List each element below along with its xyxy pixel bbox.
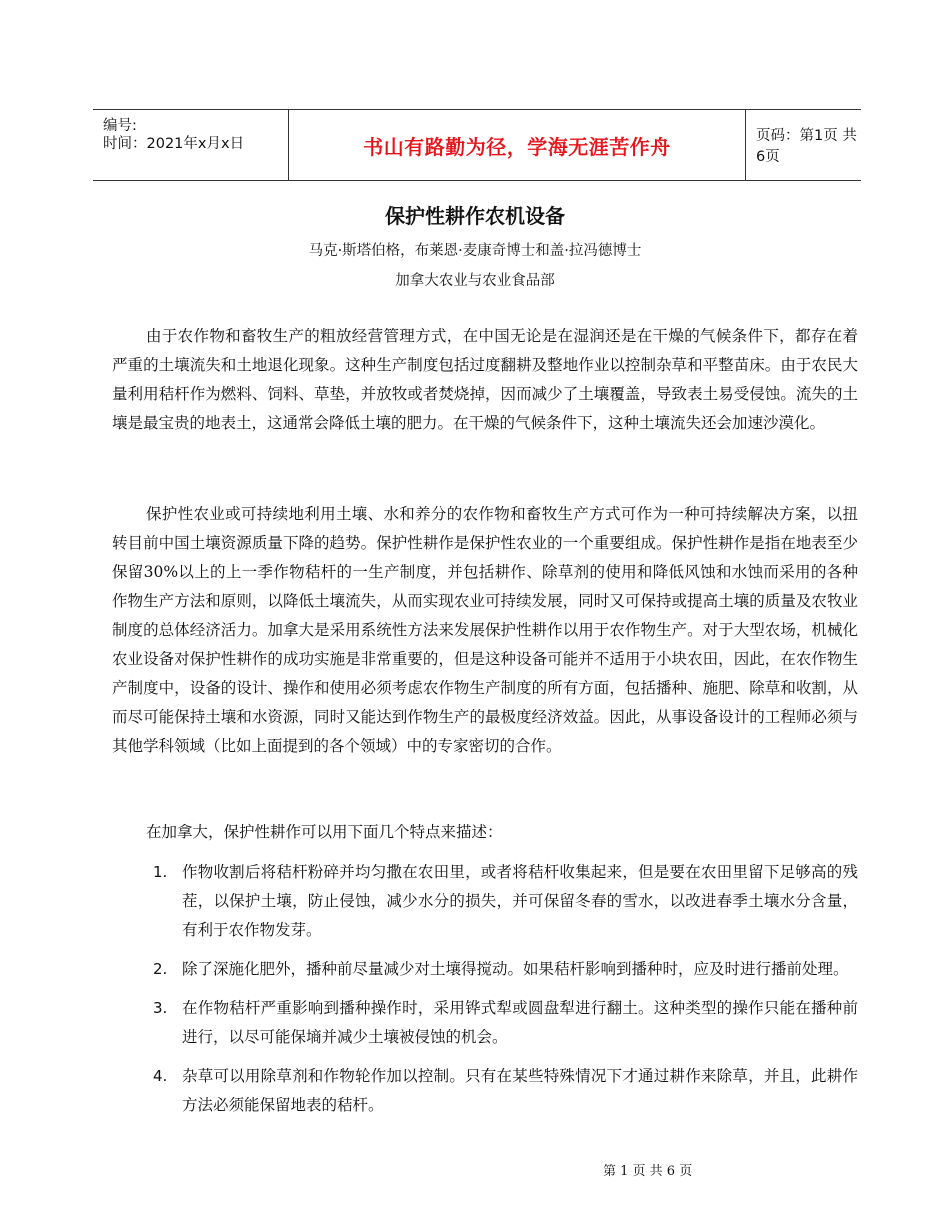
header-page-label: 页码：第1页 共6页 [756,128,857,165]
list-item-number: 4. [153,1067,168,1085]
list-item [112,955,858,984]
list-item-number: 3. [153,999,168,1017]
feature-list [112,858,858,1130]
paragraph-2: 保护性农业或可持续地利用土壤、水和养分的农作物和畜牧生产方式可作为一种可持续解决方案，以扭转目前中国土壤资源质量下降的趋势。保护性耕作是保护性农业的一个重要组成。保护性耕作是指在地表至少保留30%以上的上一季作物秸杆的一生产制度，并包括耕作、除草剂的使用和降低风蚀和水蚀而采用的各种作物生产方法和原则，以降低土壤流失，从而实现农业可持续发展，同时又可保持或提高土壤的质量及农牧业制度的总体经济活力。加拿大是采用系统性方法来发展保护性耕作以用于农作物生产。对于大型农场，机械化农业设备对保护性耕作的成功实施是非常重要的，但是这种设备可能并不适用于小块农田，因此，在农作物生产制度中，设备的设计、操作和使用必须考虑农作物生产制度的所有方面，包括播种、施肥、除草和收割，从而尽可能保持土壤和水资源，同时又能达到作物生产的最极度经济效益。因此，从事设备设计的工程师必须与其他学科领域（比如上面提到的各个领域）中的专家密切的合作。 [112,505,858,755]
list-item-text: 除了深施化肥外，播种前尽量减少对土壤得搅动。如果秸杆影响到播种时，应及时进行播前处理。 [182,960,849,978]
paragraph-3: 在加拿大，保护性耕作可以用下面几个特点来描述： [146,823,503,841]
header-time-label: 时间：2021年x月x日 [103,136,245,152]
header-motto: 书山有路勤为径，学海无涯苦作舟 [288,110,746,180]
document-authors: 马克·斯塔伯格，布莱恩·麦康奇博士和盖·拉冯德博士 [308,243,642,259]
list-item [112,994,858,1052]
page-header [93,109,861,181]
list-item [112,1062,858,1120]
document-affiliation: 加拿大农业与农业食品部 [395,273,555,289]
document-title: 保护性耕作农机设备 [385,204,565,228]
list-item [112,858,858,945]
list-item-number: 1. [153,863,168,881]
header-number-label: 编号: [103,118,137,134]
header-meta [93,110,288,180]
list-item-text: 作物收割后将秸杆粉碎并均匀撒在农田里，或者将秸杆收集起来，但是要在农田里留下足够高的残茬，以保护土壤，防止侵蚀，减少水分的损失，并可保留冬春的雪水，以改进春季土壤水分含量，有利于农作物发芽。 [182,863,858,939]
list-item-text: 杂草可以用除草剂和作物轮作加以控制。只有在某些特殊情况下才通过耕作来除草，并且，此耕作方法必须能保留地表的秸杆。 [182,1067,858,1114]
list-item-text: 在作物秸杆严重影响到播种操作时，采用铧式犁或圆盘犁进行翻土。这种类型的操作只能在播种前进行，以尽可能保墒并减少土壤被侵蚀的机会。 [182,999,858,1046]
page-footer: 第 1 页 共 6 页 [603,1164,693,1179]
paragraph-1: 由于农作物和畜牧生产的粗放经营管理方式，在中国无论是在湿润还是在干燥的气候条件下，都存在着严重的土壤流失和土地退化现象。这种生产制度包括过度翻耕及整地作业以控制杂草和平整苗床。由于农民大量利用秸杆作为燃料、饲料、草垫，并放牧或者焚烧掉，因而减少了土壤覆盖，导致表土易受侵蚀。流失的土壤是最宝贵的地表土，这通常会降低土壤的肥力。在干燥的气候条件下，这种土壤流失还会加速沙漠化。 [112,327,858,432]
list-item-number: 2. [153,960,168,978]
